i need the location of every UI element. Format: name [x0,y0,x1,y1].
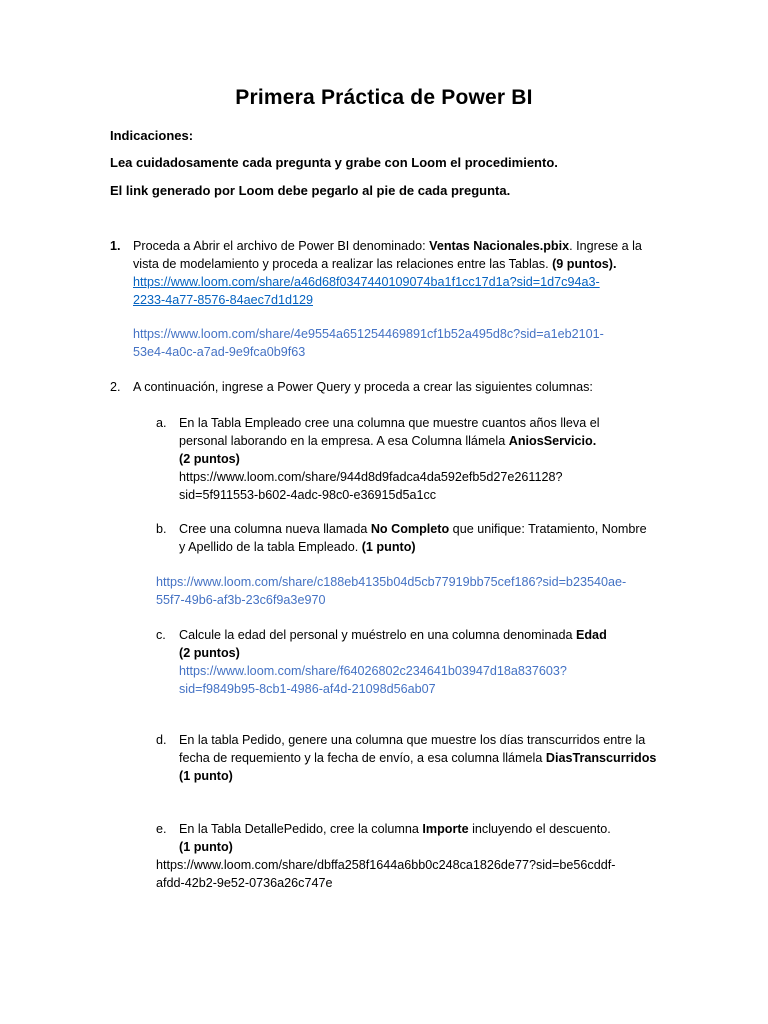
q2e-block [179,820,611,856]
q1-filename: Ventas Nacionales.pbix [429,239,570,253]
q2d-line-1: En la tabla Pedido, genere una columna que muestre los días transcurridos entre la [179,733,646,747]
q1-text-2: vista de modelamiento y proceda a realizar las relaciones entre las Tablas. [133,257,553,271]
q2e-link[interactable] [156,856,615,892]
q2e-line-1 [179,820,611,838]
q2b-letter: b. [156,522,167,536]
q1-link-1[interactable] [133,273,600,309]
q1-line-1 [133,237,642,255]
q2-number: 2. [110,380,121,394]
q2-text: A continuación, ingrese a Power Query y proceda a crear las siguientes columnas: [133,380,593,394]
q1-number: 1. [110,239,121,253]
q1-link-1-line-2[interactable]: 2233-4a77-8576-84aec7d1d129 [133,293,313,307]
q2c-line-1-text: Calcule la edad del personal y muéstrelo en una columna denominada [179,628,576,642]
q2e-link-line-1[interactable]: https://www.loom.com/share/dbffa258f1644a6bb0c248ca1826de77?sid=be56cddf- [156,858,616,872]
q2e-column-name: Importe [422,822,469,836]
q2a-column-name: AniosServicio. [508,434,597,448]
q2a-block [179,414,600,504]
q2a-points: (2 puntos) [179,452,240,466]
q2b-link[interactable] [156,573,626,609]
q2a-letter: a. [156,416,167,430]
q2b-link-line-2[interactable]: 55f7-49b6-af3b-23c6f9a3e970 [156,593,326,607]
instruction-line-2: El link generado por Loom debe pegarlo al pie de cada pregunta. [110,183,511,198]
q1-line-2 [133,255,616,273]
q2a-link-line-2[interactable]: sid=5f911553-b602-4adc-98c0-e36915d5a1cc [179,488,437,502]
q2b-line-1-text: Cree una columna nueva llamada [179,522,371,536]
q1-link-2-line-1[interactable]: https://www.loom.com/share/4e9554a651254469891cf1b52a495d8c?sid=a1eb2101- [133,327,604,341]
page-title: Primera Práctica de Power BI [235,86,533,109]
q2d-block [179,731,656,785]
q2c-line-1 [179,626,607,644]
q2b-line-1 [179,520,647,538]
q2b-link-line-1[interactable]: https://www.loom.com/share/c188eb4135b04d5cb77919bb75cef186?sid=b23540ae- [156,575,627,589]
q2a-line-2-text: personal laborando en la empresa. A esa Columna llámela [179,434,509,448]
q2b-column-name: No Completo [370,522,450,536]
q2e-line-1-text: En la Tabla DetallePedido, cree la columna [179,822,423,836]
q2e-points: (1 punto) [179,840,233,854]
q2b-line-2 [179,538,647,556]
q2c-block [179,626,607,698]
q1-link-2-line-2[interactable]: 53e4-4a0c-a7ad-9e9fca0b9f63 [133,345,306,359]
q2a-line-1: En la Tabla Empleado cree una columna que muestre cuantos años lleva el [179,416,600,430]
q2b-line-2-text: y Apellido de la tabla Empleado. [179,540,362,554]
instruction-line-1: Lea cuidadosamente cada pregunta y grabe con Loom el procedimiento. [110,155,558,170]
q1-text: Proceda a Abrir el archivo de Power BI denominado: [133,239,430,253]
q2d-line-2-text: fecha de requemiento y la fecha de envío, a esa columna llámela [179,751,546,765]
q2d-letter: d. [156,733,167,747]
q2d-line-2 [179,749,656,767]
q2c-link-line-2[interactable]: sid=f9849b95-8cb1-4986-af4d-21098d56ab07 [179,682,436,696]
q2e-letter: e. [156,822,167,836]
instructions-heading: Indicaciones: [110,128,194,143]
q1-points: (9 puntos). [552,257,617,271]
q1-link-1-line-1[interactable]: https://www.loom.com/share/a46d68f0347440109074ba1f1cc17d1a?sid=1d7c94a3- [133,275,600,289]
q2b-block [179,520,647,556]
q2c-letter: c. [156,628,166,642]
q2a-line-2 [179,432,600,450]
q2e-link-line-2[interactable]: afdd-42b2-9e52-0736a26c747e [156,876,333,890]
q2b-line-1-cont: que unifique: Tratamiento, Nombre [449,522,647,536]
q1-link-2[interactable] [133,325,604,361]
q2c-column-name: Edad [575,628,607,642]
q2a-link-line-1[interactable]: https://www.loom.com/share/944d8d9fadca4da592efb5d27e261128? [179,470,563,484]
q2d-column-name: DiasTranscurridos [545,751,657,765]
q2b-points: (1 punto) [361,540,416,554]
q2c-points: (2 puntos) [179,646,240,660]
q1-text-cont: . Ingrese a la [569,239,642,253]
q2c-link-line-1[interactable]: https://www.loom.com/share/f64026802c234641b03947d18a837603? [179,664,567,678]
q2e-line-1-cont: incluyendo el descuento. [468,822,611,836]
q2d-points: (1 punto) [179,769,233,783]
